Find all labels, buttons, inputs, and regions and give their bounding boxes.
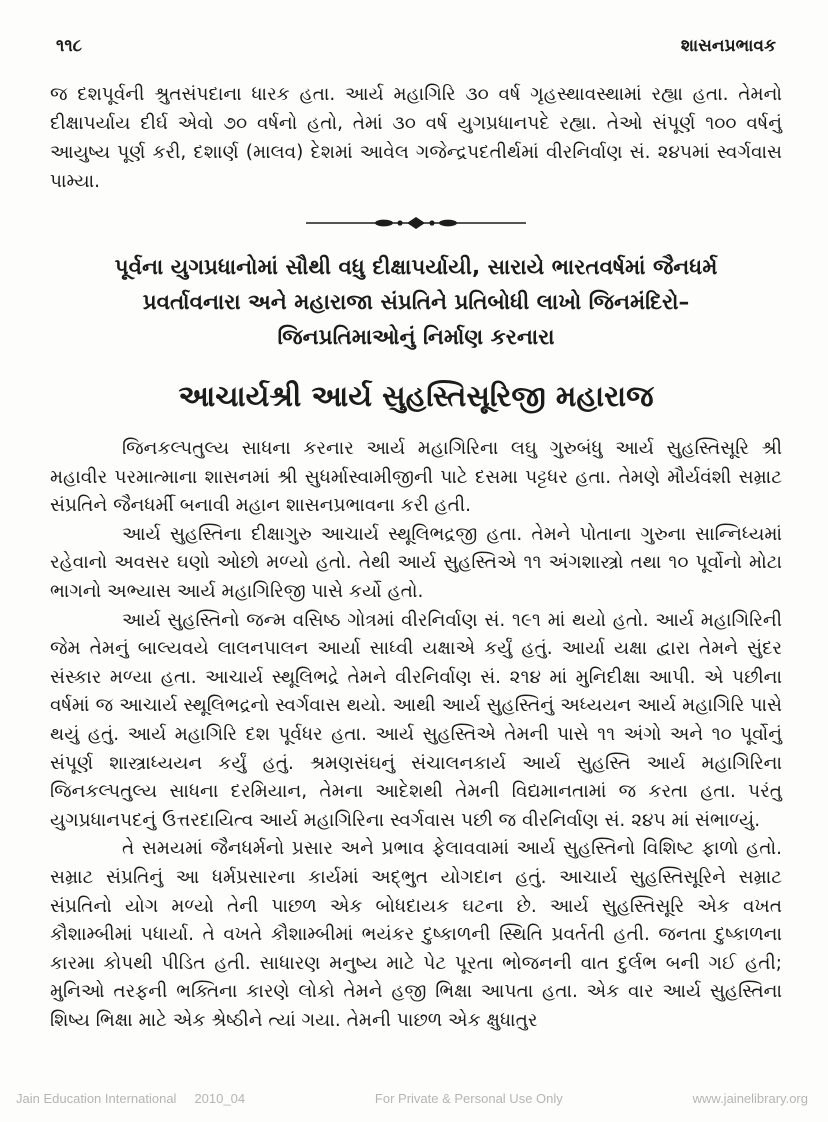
page-number: ૧૧૮	[56, 36, 83, 56]
page-footer	[0, 1091, 828, 1106]
body-paragraph: આર્ય સુહસ્તિનો જન્મ વસિષ્ઠ ગોત્રમાં વીરનિર્વાણ સં. ૧૯૧ માં થયો હતો. આર્ય મહાગિરિની જેમ તેમનું બાલ્યવયે લાલનપાલન આર્યા સાધ્વી યક્ષાએ કર્યું હતું. આર્યા યક્ષા દ્વારા તેમને સુંદર સંસ્કાર મળ્યા હતા. આચાર્ય સ્થૂલિભદ્રે તેમને વીરનિર્વાણ સં. ૨૧૪ માં મુનિદીક્ષા આપી. એ પછીના વર્ષમાં જ આચાર્ય સ્થૂલિભદ્રનો સ્વર્ગવાસ થયો. આથી આર્ય સુહસ્તિનું અધ્યયન આર્ય મહાગિરિ પાસે થયું હતું. આર્ય મહાગિરિ દશ પૂર્વધર હતા. આર્ય સુહસ્તિએ તેમની પાસે ૧૧ અંગો અને ૧૦ પૂર્વોનું સંપૂર્ણ શાસ્ત્રાધ્યયન કર્યું હતું. શ્રમણસંઘનું સંચાલનકાર્ય આર્ય સુહસ્તિ આર્ય મહાગિરિના જિનકલ્પતુલ્ય સાધના દરમિયાન, તેમના આદેશથી તેમની વિદ્યમાનતામાં જ કરતા હતા. પરંતુ યુગપ્રધાનપદનું ઉત્તરદાયિત્વ આર્ય મહાગિરિના સ્વર્ગવાસ પછી જ વીરનિર્વાણ સં. ૨૪૫ માં સંભાળ્યું.	[50, 609, 782, 831]
article-body	[50, 435, 782, 1035]
footer-publisher	[16, 1091, 245, 1106]
intro-paragraph: જ દશપૂર્વની શ્રુતસંપદાના ધારક હતા. આર્ય મહાગિરિ ૩૦ વર્ષ ગૃહસ્થાવસ્થામાં રહ્યા હતા. તેમનો દીક્ષાપર્યાય દીર્ઘ એવો ૭૦ વર્ષનો હતો, તેમાં ૩૦ વર્ષ યુગપ્રધાનપદે રહ્યા. તેઓ સંપૂર્ણ ૧૦૦ વર્ષનું આયુષ્ય પૂર્ણ કરી, દશાર્ણ (માલવ) દેશમાં આવેલ ગજેન્દ્રપદતીર્થમાં વીરનિર્વાણ સં. ૨૪૫માં સ્વર્ગવાસ પામ્યા.	[50, 84, 782, 192]
footer-publisher-name: Jain Education International	[16, 1091, 177, 1106]
section-heading	[50, 250, 782, 355]
footer-website: www.jainelibrary.org	[692, 1091, 808, 1106]
page-header	[50, 36, 782, 56]
section-divider	[306, 216, 526, 230]
section-heading-line-2: પ્રવર્તાવનારા અને મહારાજા સંપ્રતિને પ્રતિબોધી લાખો જિનમંદિરો–	[142, 290, 690, 315]
running-title: શાસનપ્રભાવક	[680, 36, 776, 56]
divider-ornament-icon	[306, 216, 526, 230]
body-paragraph: તે સમયમાં જૈનધર્મનો પ્રસાર અને પ્રભાવ ફેલાવવામાં આર્ય સુહસ્તિનો વિશિષ્ટ ફાળો હતો. સમ્રાટ સંપ્રતિનું આ ધર્મપ્રસારના કાર્યમાં અદ્ભુત યોગદાન હતું. આચાર્ય સુહસ્તિસૂરિને સમ્રાટ સંપ્રતિનો યોગ મળ્યો તેની પાછળ એક બોધદાયક ઘટના છે. આર્ય સુહસ્તિસૂરિ એક વખત કૌશામ્બીમાં પધાર્યા. તે વખતે કૌશામ્બીમાં ભયંકર દુષ્કાળની સ્થિતિ પ્રવર્તતી હતી. જનતા દુષ્કાળના કારમા કોપથી પીડિત હતી. સાધારણ મનુષ્ય માટે પેટ પૂરતા ભોજનની વાત દુર્લભ બની ગઈ હતી; મુનિઓ તરફની ભક્તિના કારણે લોકો તેમને હજી ભિક્ષા આપતા હતા. એક વાર આર્ય સુહસ્તિના શિષ્ય ભિક્ષા માટે એક શ્રેષ્ઠીને ત્યાં ગયા. તેમની પાછળ એક ક્ષુધાતુર	[50, 838, 782, 1031]
section-heading-line-3: જિનપ્રતિમાઓનું નિર્માણ કરનારા	[277, 325, 555, 350]
article-title: આચાર્યશ્રી આર્ય સુહસ્તિસૂરિજી મહારાજ	[178, 379, 654, 413]
body-paragraph: જિનકલ્પતુલ્ય સાધના કરનાર આર્ય મહાગિરિના લઘુ ગુરુબંધુ આર્ય સુહસ્તિસૂરિ શ્રી મહાવીર પરમાત્માના શાસનમાં શ્રી સુધર્માસ્વામીજીની પાટે દસમા પટ્ટધર હતા. તેમણે મૌર્યવંશી સમ્રાટ સંપ્રતિને જૈનધર્મી બનાવી મહાન શાસનપ્રભાવના કરી હતી.	[50, 438, 782, 517]
section-heading-line-1: પૂર્વના યુગપ્રધાનોમાં સૌથી વધુ દીક્ષાપર્યાયી, સારાયે ભારતવર્ષમાં જૈનધર્મ	[114, 255, 718, 280]
body-paragraph: આર્ય સુહસ્તિના દીક્ષાગુરુ આચાર્ય સ્થૂલિભદ્રજી હતા. તેમને પોતાના ગુરુના સાન્નિધ્યમાં રહેવાનો અવસર ઘણો ઓછો મળ્યો હતો. તેથી આર્ય સુહસ્તિએ ૧૧ અંગશાસ્ત્રો તથા ૧૦ પૂર્વોનો મોટા ભાગનો અભ્યાસ આર્ય મહાગિરિજી પાસે કર્યો હતો.	[50, 523, 782, 602]
footer-usage-note: For Private & Personal Use Only	[374, 1091, 563, 1106]
footer-scan-code: 2010_04	[194, 1091, 246, 1106]
